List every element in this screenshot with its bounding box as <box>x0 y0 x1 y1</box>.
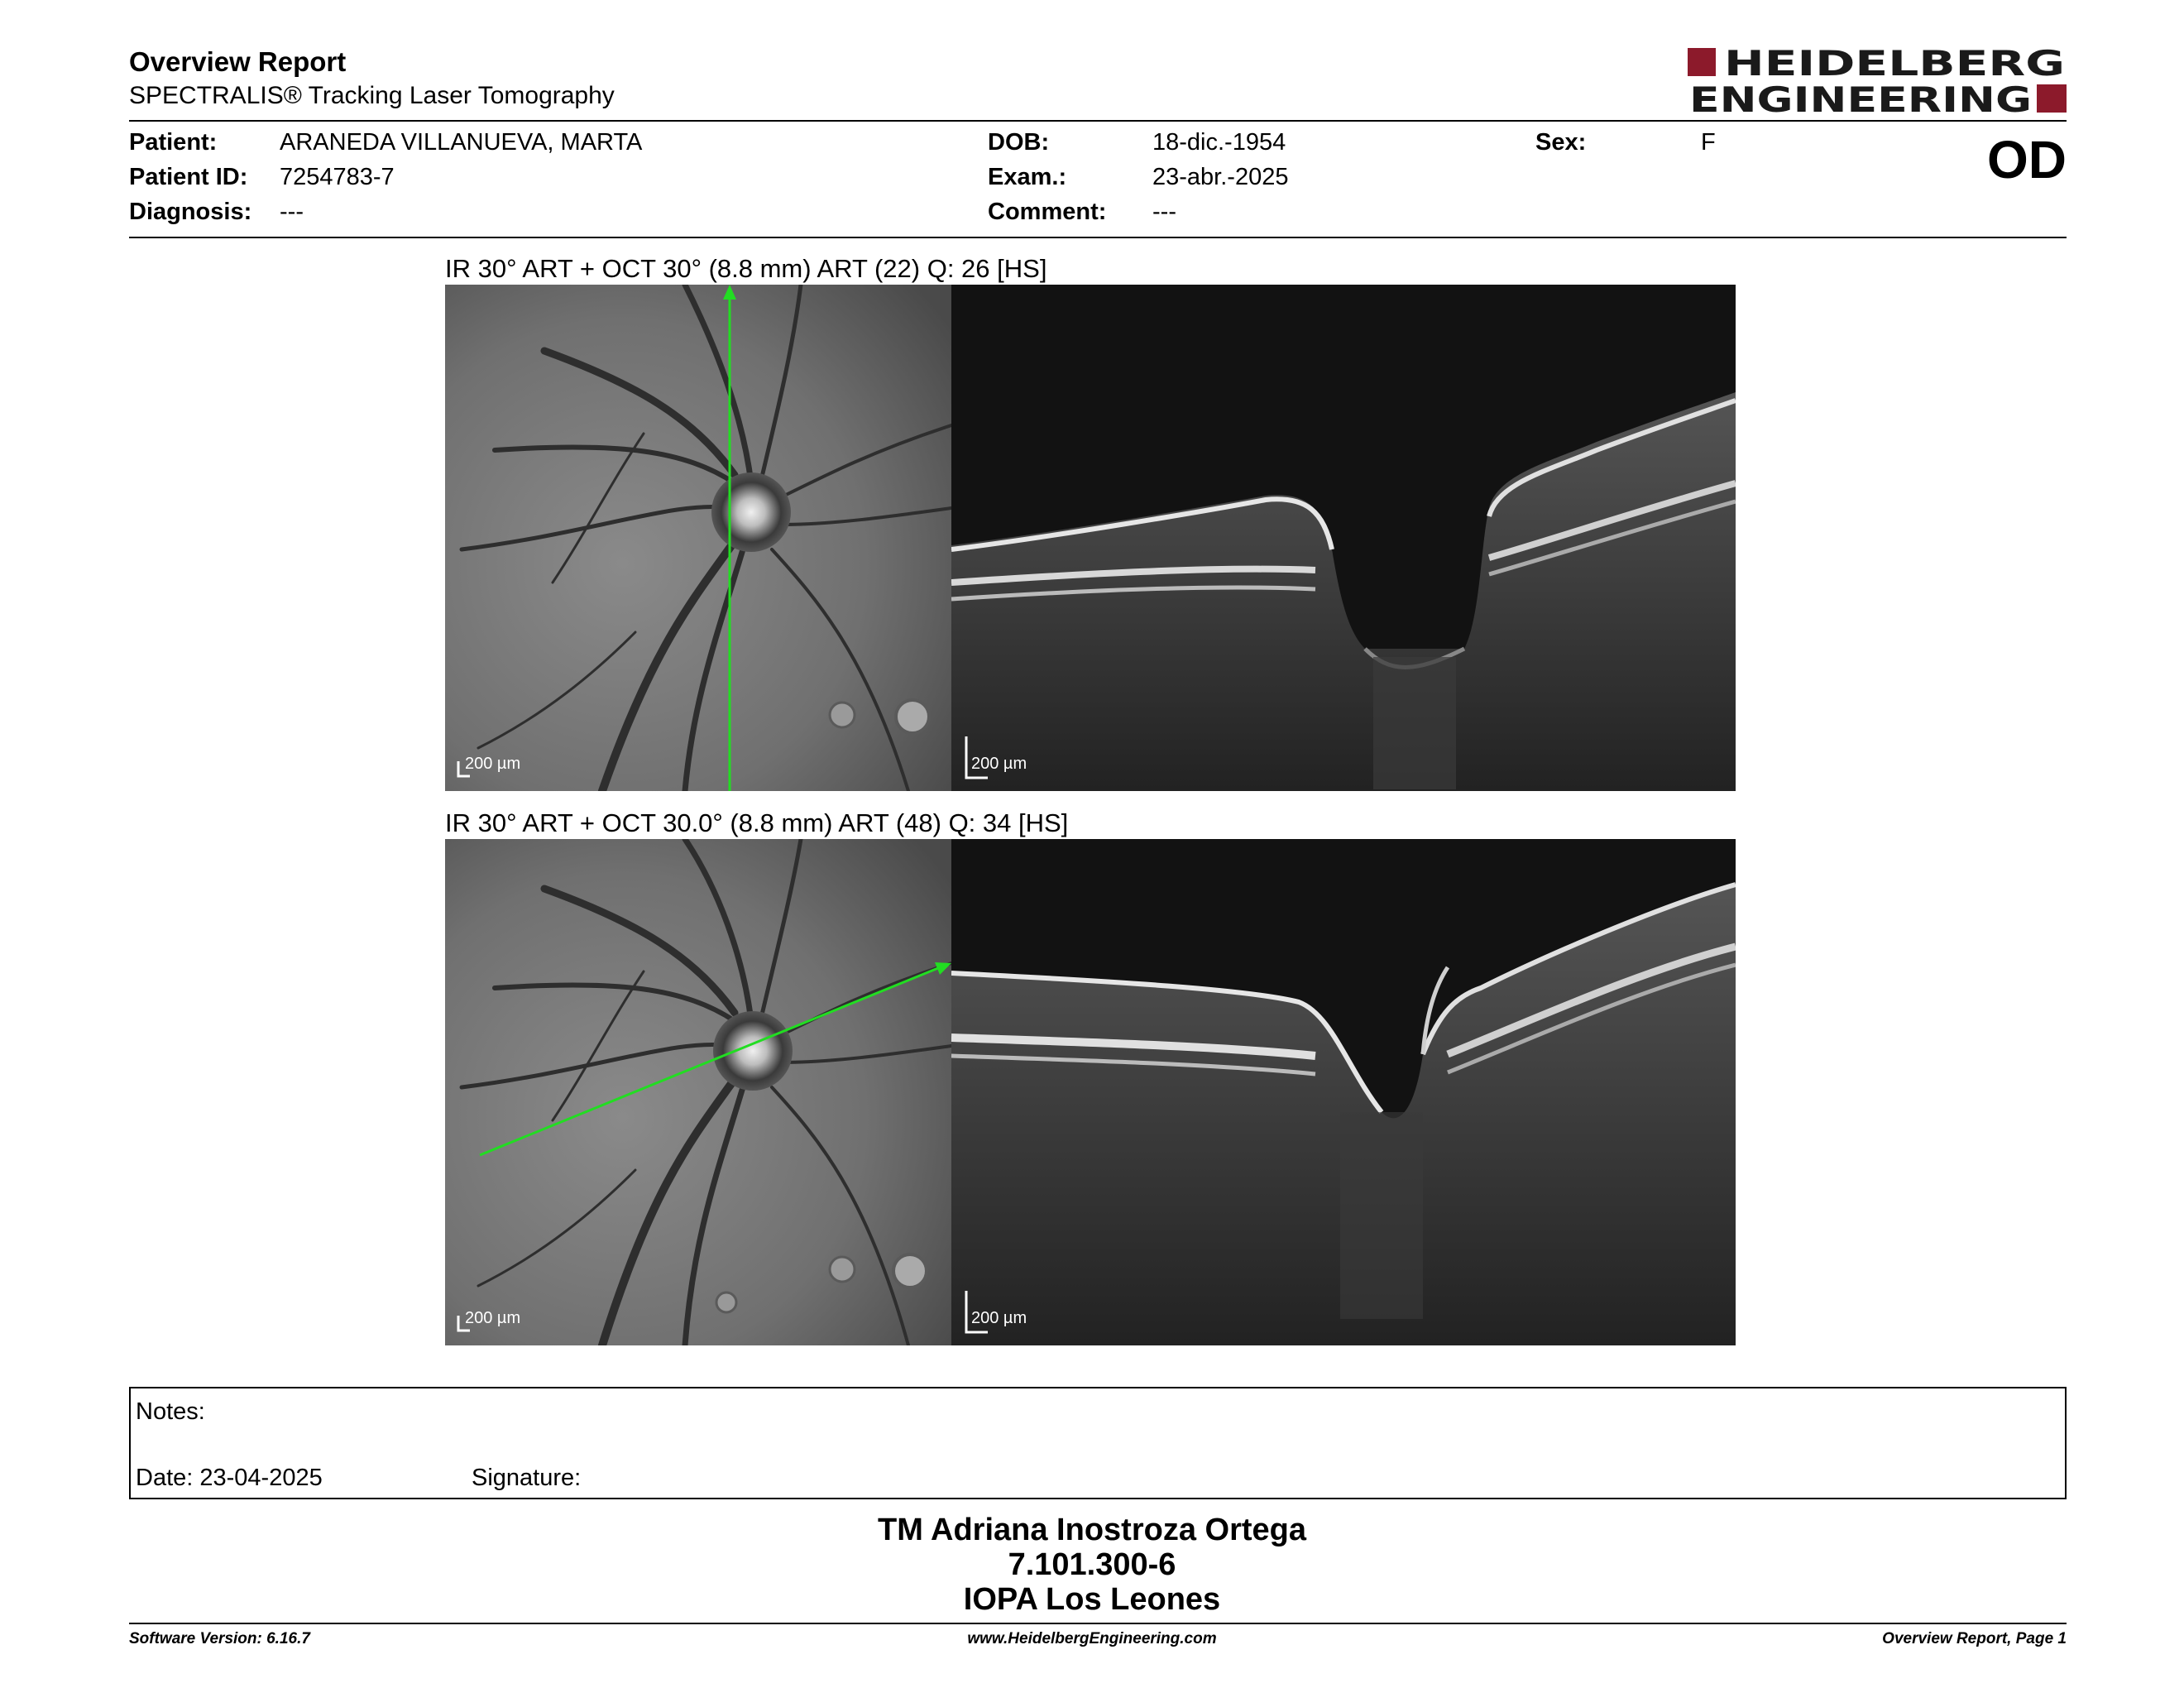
signature-label: Signature: <box>472 1465 582 1491</box>
eye-indicator: OD <box>1987 130 2067 189</box>
scan2-oct-scale: 200 µm <box>971 1309 1027 1327</box>
scan1-ir-image[interactable] <box>445 285 951 791</box>
dob-label: DOB: <box>988 129 1050 156</box>
dob-value: 18-dic.-1954 <box>1152 129 1286 156</box>
notes-date: Date: 23-04-2025 <box>136 1465 323 1491</box>
sex-label: Sex: <box>1535 129 1587 156</box>
patient-id-label: Patient ID: <box>129 164 248 190</box>
diagnosis-value: --- <box>280 199 304 225</box>
clinic-name: IOPA Los Leones <box>963 1582 1221 1617</box>
exam-value: 23-abr.-2025 <box>1152 164 1289 190</box>
scan1-oct-image[interactable] <box>951 285 1736 791</box>
signer-rut: 7.101.300-6 <box>1008 1547 1176 1582</box>
header-rule <box>129 120 2067 122</box>
patient-rule <box>129 237 2067 238</box>
scan2-ir-scale: 200 µm <box>465 1309 521 1327</box>
patient-name: ARANEDA VILLANUEVA, MARTA <box>280 129 643 156</box>
page-indicator: Overview Report, Page 1 <box>1882 1630 2067 1647</box>
notes-box[interactable] <box>129 1387 2067 1499</box>
scan2-ir-image[interactable] <box>445 839 951 1345</box>
scan1-caption: IR 30° ART + OCT 30° (8.8 mm) ART (22) Q: 26 [HS] <box>445 254 1047 283</box>
heidelberg-logo <box>1688 45 2067 116</box>
diagnosis-label: Diagnosis: <box>129 199 252 225</box>
patient-label: Patient: <box>129 129 218 156</box>
footer-rule <box>129 1623 2067 1624</box>
comment-label: Comment: <box>988 199 1107 225</box>
comment-value: --- <box>1152 199 1176 225</box>
scan1-ir-scale: 200 µm <box>465 755 521 773</box>
scan2-caption: IR 30° ART + OCT 30.0° (8.8 mm) ART (48) Q: 34 [HS] <box>445 808 1069 837</box>
sex-value: F <box>1701 129 1716 156</box>
brand-line1: HEIDELBERG <box>1724 45 2065 84</box>
software-version: Software Version: 6.16.7 <box>129 1630 310 1647</box>
notes-label: Notes: <box>136 1398 205 1425</box>
scan2-oct-image[interactable] <box>951 839 1736 1345</box>
signer-name: TM Adriana Inostroza Ortega <box>878 1513 1306 1547</box>
exam-label: Exam.: <box>988 164 1067 190</box>
report-title: Overview Report <box>129 46 347 77</box>
report-subtitle: SPECTRALIS® Tracking Laser Tomography <box>129 82 615 109</box>
scan1-oct-scale: 200 µm <box>971 755 1027 773</box>
brand-line2: ENGINEERING <box>1689 79 2032 116</box>
patient-id: 7254783-7 <box>280 164 395 190</box>
website-link[interactable]: www.HeidelbergEngineering.com <box>967 1630 1217 1647</box>
